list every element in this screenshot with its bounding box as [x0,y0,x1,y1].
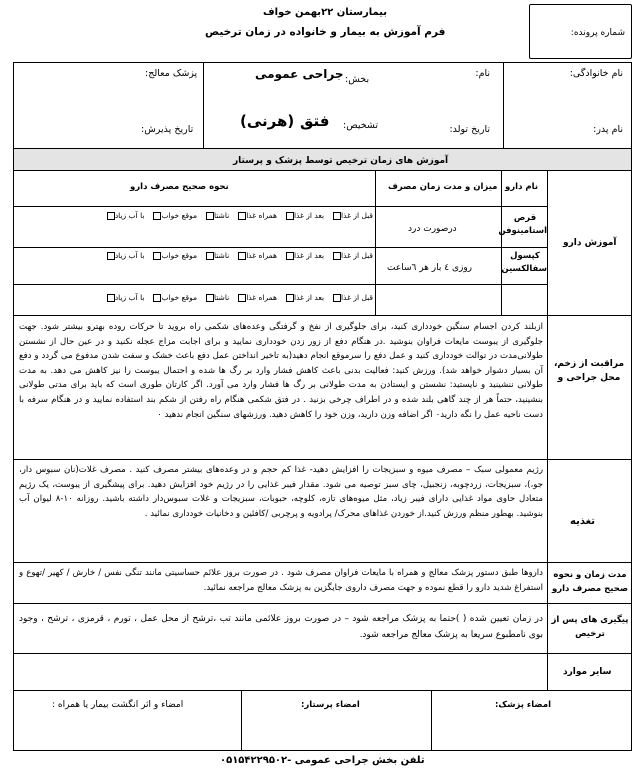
option-much-water[interactable]: با آب زیاد [105,293,145,302]
drug-options-row-1 [98,211,373,220]
footer-phone: تلفن بخش جراحی عمومی -۰۵۱۵۴۲۲۹۵۰۲ [220,755,425,766]
doctor-signature-label: امضاء پزشک: [495,700,551,710]
checkbox-icon[interactable] [238,252,246,260]
signature-divider-1 [431,690,432,751]
diagnosis-value-paren: (هرنی) [240,112,295,130]
other-label: سایر موارد [563,667,612,677]
physician-label: پزشک معالج: [145,68,198,79]
patient-signature-label: امضاء و اثر انگشت بیمار یا همراه : [52,700,184,710]
drug-header-bottom [13,206,547,207]
option-bedtime[interactable]: موقع خواب [151,211,197,220]
hospital-name: بیمارستان ۲۲بهمن خواف [263,7,388,18]
ward-label: بخش: [345,74,370,85]
checkbox-icon[interactable] [206,252,214,260]
followup-text: در زمان تعیین شده ( )حتما به پزشک مراجعه شود – در صورت بروز علائمی مانند تب ،ترشح از محل عمل ، تورم ، قرمزی ، ترشح ، وجود بوی نامطبوع سریعا به پزشک معالج مراجعه شود. [19,614,543,640]
section-title-border [13,170,632,171]
checkbox-icon[interactable] [206,212,214,220]
option-fasting[interactable]: ناشتا [204,251,229,260]
checkbox-icon[interactable] [286,212,294,220]
option-fasting[interactable]: ناشتا [204,211,229,220]
father-name-label: نام پدر: [593,124,623,135]
checkbox-icon[interactable] [333,294,341,302]
col-usage: نحوه صحیح مصرف دارو [130,182,229,192]
drug-name-2: کپسول سفالکسین [501,251,547,274]
checkbox-icon[interactable] [107,212,115,220]
option-before-meal[interactable]: قبل از غذا [331,293,373,302]
drug-duration-label: مدت زمان و نحوه صحیح مصرف دارو [551,570,629,594]
drug-col-divider-2 [375,170,376,315]
file-number-label: شماره پرونده: [570,28,625,38]
drug-duration-text: داروها طبق دستور پزشک معالج و همراه با مایعات فراوان مصرف شود . در صورت بروز علائم حساسیتی مانند تنگی نفس / خارش / کهیر /تهوع و استفراغ شدید دارو را قطع نموده و جهت مصرف داروی جایگزین به پزشک معالج مراجعه نمائید. [19,568,543,593]
col-dose-time: میزان و مدت زمان مصرف [388,182,498,192]
option-much-water[interactable]: با آب زیاد [105,251,145,260]
checkbox-icon[interactable] [153,212,161,220]
checkbox-icon[interactable] [286,252,294,260]
checkbox-icon[interactable] [238,212,246,220]
checkbox-icon[interactable] [333,212,341,220]
option-with-meal[interactable]: همراه غذا [236,293,277,302]
option-bedtime[interactable]: موقع خواب [151,293,197,302]
checkbox-icon[interactable] [333,252,341,260]
wound-care-bottom [13,459,632,460]
signature-divider-2 [241,690,242,751]
option-before-meal[interactable]: قبل از غذا [331,251,373,260]
option-with-meal[interactable]: همراه غذا [236,211,277,220]
drug-col-divider-1 [501,170,502,315]
checkbox-icon[interactable] [153,252,161,260]
other-bottom [13,690,632,691]
birth-date-label: تاریخ تولد: [449,124,490,135]
checkbox-icon[interactable] [107,252,115,260]
option-bedtime[interactable]: موقع خواب [151,251,197,260]
patient-divider-1 [503,62,504,148]
nutrition-label: تغذیه [570,516,595,527]
label-column-divider [547,315,548,690]
drug-section-bottom [13,315,632,316]
drug-duration-bottom [13,603,632,604]
drug-row-1-bottom [13,247,547,248]
wound-care-text: ازبلند کردن اجسام سنگین خودداری کنید، برای جلوگیری از نفخ و گرفتگی وعده‌های شکمی راه بروید تا حرکات روده بهترو بیشتر شود. جهت جلوگیری از یبوست مایعات فراوان بنوشید .در هنگام دفع از زور زدن خودداری نمایید و برای اجابت مزاج عجله نکنید و در عین حال از نشستن طولانی‌مدت در توالت خودداری کنید و عمل دفع را سرموقع انجام دهید(به تاخیر انداختن عمل دفع باعث خشک و سفت شدن مدفوع می گردد و دفع آن بسیار دشوار خواهد شد). ورزش کنید: فعالیت بدنی باعث کاهش فشار وارد بر رگ ها شده و احتمال یبوست را نیز کاهش می دهد. به مدت طولانی ننشینید و نایستید: نشستن و ایستادن به مدت طولانی بر رگ ها فشار وارد می آورد. اگر کارتان طوری است که باید برای مدتی طولانی بنشینید، حتماً هر از چند گاهی بلند شده و در اطراف چرخی بزنید . در فتق شکمی هنگام راه رفتن از شکم بند استفاده نمایید و در هنگام سرفه با دست ناحیه عمل را نگه دارید٠ اگر اضافه وزن دارید، وزن خود را کاهش دهید. ورزشهای سنگین انجام ندهید ٠ [19,322,543,420]
option-after-meal[interactable]: بعد از غذا [284,293,324,302]
drug-dose-1: درصورت درد [408,224,457,234]
drug-options-row-2 [98,251,373,260]
option-with-meal[interactable]: همراه غذا [236,251,277,260]
drug-row-2-bottom [13,284,547,285]
file-number-box [529,4,632,59]
option-before-meal[interactable]: قبل از غذا [331,211,373,220]
checkbox-icon[interactable] [206,294,214,302]
nutrition-bottom [13,562,632,563]
option-fasting[interactable]: ناشتا [204,293,229,302]
checkbox-icon[interactable] [238,294,246,302]
option-much-water[interactable]: با آب زیاد [105,211,145,220]
diagnosis-value: فتق [300,112,330,130]
nutrition-text: رژیم معمولی سبک – مصرف میوه و سبزیجات را افزایش دهید- غذا کم حجم و در وعده‌های بیشتر مصرف کنید . مصرف غلات(نان سبوس دار، جو،)، سبزیجات، زردچوبه، زنجبیل، چای سبز توصیه می شود. مقدار فیبر غذایی را در رژیم خود افزایش دهید. برای پیشگیری از یبوست، یک رژیم متعادل حاوی مواد غذایی دارای فیبر زیاد، مثل میوه‌های تازه، کلوچه، حبوبات، سبزیجات و غلات سبوس‌دار داشته باشید. روزانه ۱۰-۸ لیوان آب بنوشید. بهطور منظم ورزش کنید.از خوردن غذاهای محرک/ پرادویه و پرچربی /کافئین و دخانیات خودداری نمائید . [19,465,543,519]
last-name-label: نام خانوادگی: [569,68,623,79]
section-title: آموزش های زمان ترخیص توسط پزشک و پرستار [233,156,449,166]
drug-dose-2: روزی ٤ بار هر ٦ساعت [387,263,473,273]
ward-value: جراحی عمومی [255,67,344,81]
form-title: فرم آموزش به بیمار و خانواده در زمان ترخیص [205,26,446,38]
option-after-meal[interactable]: بعد از غذا [284,251,324,260]
checkbox-icon[interactable] [286,294,294,302]
followup-label: پیگیری های پس از ترخیص [551,615,629,639]
admission-date-label: تاریخ پذیرش: [141,124,194,135]
drug-education-label: آموزش دارو [563,238,617,248]
drug-options-row-3 [98,293,373,302]
drug-name-1: قرص استامینوفن [498,213,547,236]
nurse-signature-label: امضاء پرستار: [301,700,360,710]
checkbox-icon[interactable] [107,294,115,302]
col-drug-name: نام دارو [505,182,539,192]
followup-bottom [13,653,632,654]
drug-side-divider [547,170,548,315]
first-name-label: نام: [475,68,490,79]
wound-care-label: مراقبت از زخم، محل جراحی و [553,359,625,383]
checkbox-icon[interactable] [153,294,161,302]
option-after-meal[interactable]: بعد از غذا [284,211,324,220]
diagnosis-label: تشخیص: [343,120,378,131]
patient-divider-2 [203,62,204,148]
